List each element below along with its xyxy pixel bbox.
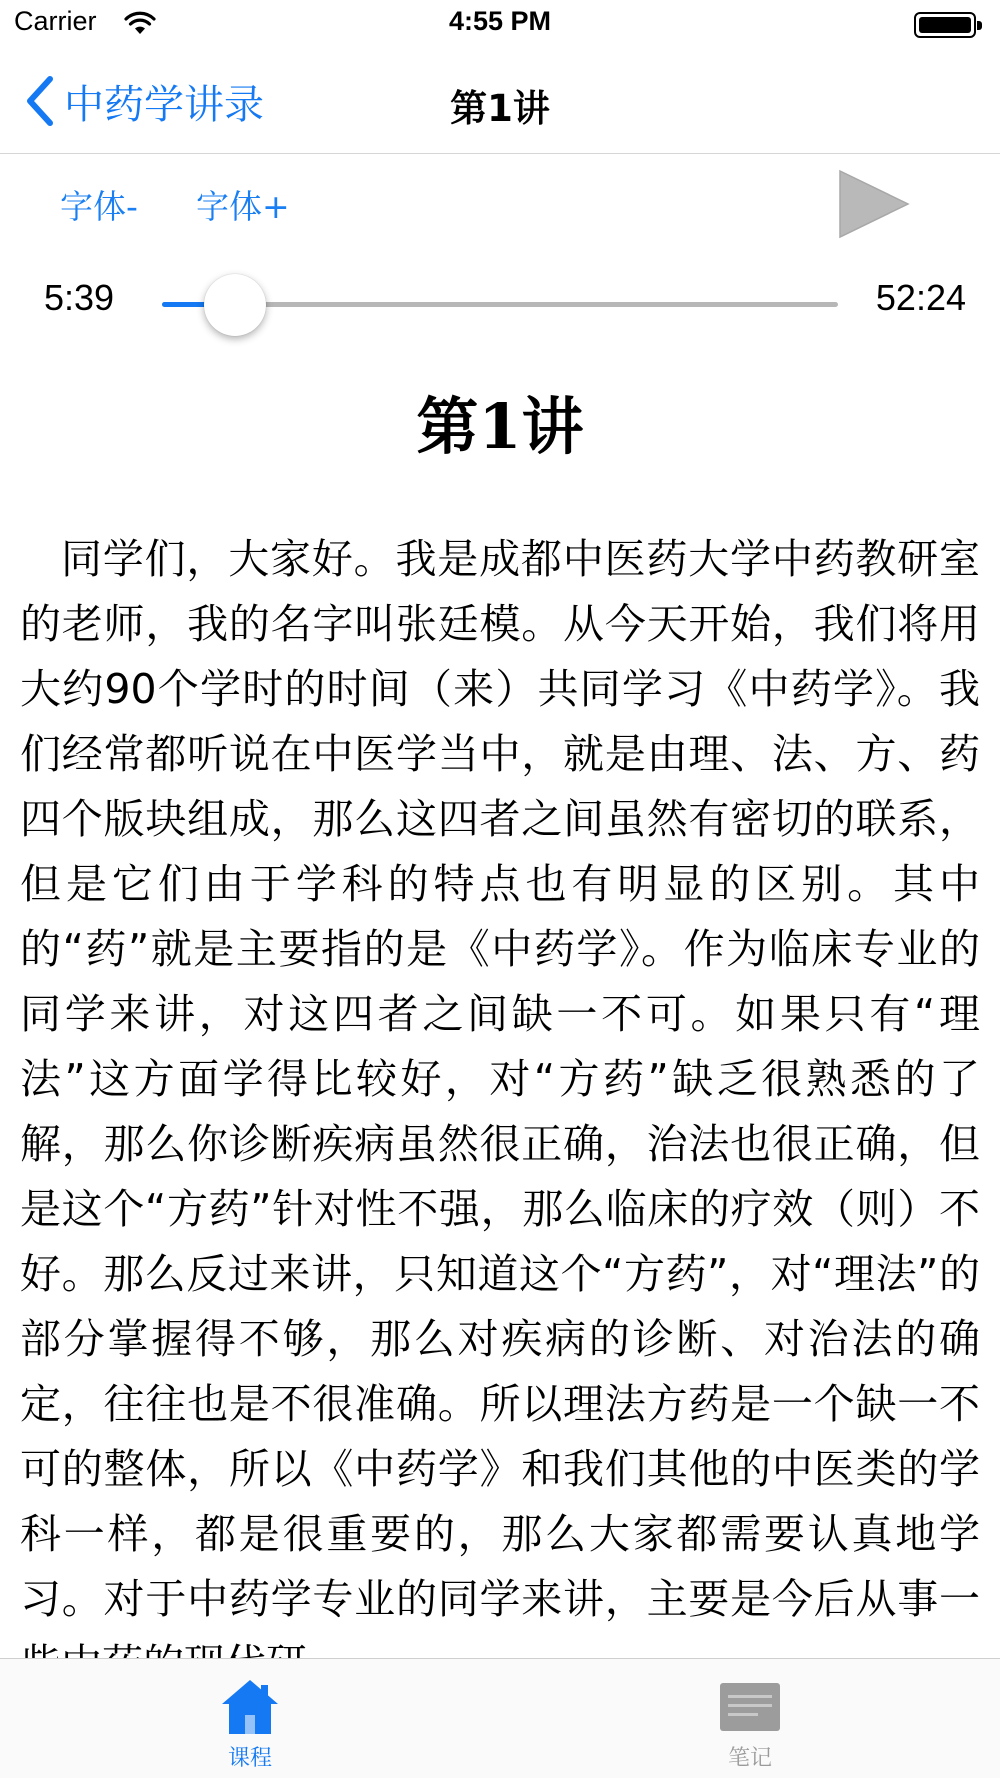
audio-controls bbox=[0, 155, 1000, 355]
home-icon bbox=[218, 1677, 282, 1737]
lecture-title: 第1讲 bbox=[416, 390, 584, 463]
tab-notes[interactable] bbox=[690, 1669, 810, 1775]
tab-courses[interactable] bbox=[190, 1669, 310, 1775]
back-button-label: 中药学讲录 bbox=[64, 81, 264, 128]
page-title: 第1讲 bbox=[450, 87, 550, 130]
lecture-text: 同学们，大家好。我是成都中医药大学中药教研室的老师，我的名字叫张廷模。从今天开始，我们将用大约90个学时的时间（来）共同学习《中药学》。我们经常都听说在中医学当中，就是由理、法、方、药四个版块组成，那么这四者之间虽然有密切的联系，但是它们由于学科的特点也有明显的区别。其中的“药”就是主要指的是《中药学》。作为临床专业的同学来讲，对这四者之间缺一不可。如果只有“理法”这方面学得比较好，对“方药”缺乏很熟悉的了解，那么你诊断疾病虽然很正确，治法也很正确，但是这个“方药”针对性不强，那么临床的疗效（则）不好。那么反过来讲，只知道这个“方药”，对“理法”的部分掌握得不够，那么对疾病的诊断、对治法的确定，往往也是不很准确。所以理法方药是一个缺一不可的整体，所以《中药学》和我们其他的中医类的学科一样，都是很重要的，那么大家都需要认真地学习。对于中药学专业的同学来讲，主要是今后从事一 bbox=[20, 535, 980, 1623]
tab-notes-label: 笔记 bbox=[727, 1746, 772, 1771]
notes-icon bbox=[718, 1677, 782, 1737]
carrier-label: Carrier bbox=[14, 6, 97, 36]
progress-slider[interactable] bbox=[162, 283, 838, 327]
status-time: 4:55 PM bbox=[448, 6, 552, 36]
battery-icon bbox=[914, 12, 976, 38]
slider-thumb[interactable] bbox=[204, 274, 266, 336]
navigation-bar bbox=[0, 50, 1000, 154]
status-bar bbox=[0, 0, 1000, 50]
tab-courses-label: 课程 bbox=[227, 1746, 272, 1771]
lecture-content bbox=[0, 355, 1000, 1658]
font-increase-button[interactable]: 字体+ bbox=[196, 187, 290, 226]
elapsed-time: 5:39 bbox=[44, 277, 115, 318]
play-icon[interactable] bbox=[836, 169, 912, 239]
tab-bar bbox=[0, 1658, 1000, 1778]
total-duration: 52:24 bbox=[875, 277, 966, 318]
font-decrease-button[interactable]: 字体- bbox=[60, 187, 138, 226]
